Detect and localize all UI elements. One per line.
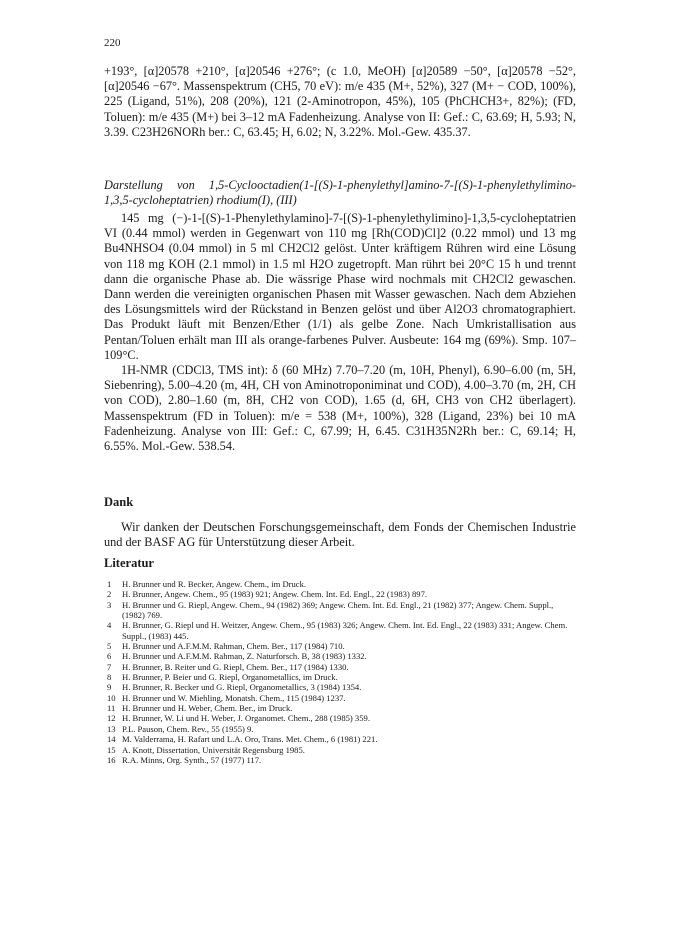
reference-text: H. Brunner und A.F.M.M. Rahman, Z. Naturforsch. B, 38 (1983) 1332.	[122, 651, 367, 662]
reference-number: 1	[107, 579, 112, 589]
reference-item	[107, 682, 574, 692]
reference-text: M. Valderrama, H. Rafart und L.A. Oro, Trans. Met. Chem., 6 (1981) 221.	[122, 734, 378, 745]
reference-item	[107, 600, 574, 621]
reference-number: 2	[107, 589, 112, 600]
reference-item	[107, 589, 574, 599]
reference-text: H. Brunner, G. Riepl und H. Weitzer, Angew. Chem., 95 (1983) 326; Angew. Chem. Int. Ed. Engl., 22 (1983) 331; Angew. Chem. Suppl., (1983) 445.	[122, 620, 568, 641]
reference-text: H. Brunner, B. Reiter und G. Riepl, Chem. Ber., 117 (1984) 1330.	[122, 661, 349, 672]
reference-item	[107, 693, 574, 703]
reference-item	[107, 745, 574, 755]
reference-list	[107, 579, 574, 765]
reference-text: H. Brunner und W. Miehling, Monatsh. Chem., 115 (1984) 1237.	[122, 692, 346, 703]
reference-item	[107, 620, 574, 641]
reference-item	[107, 734, 574, 744]
literatur-heading: Literatur	[104, 556, 154, 570]
reference-text: H. Brunner und G. Riepl, Angew. Chem., 94 (1982) 369; Angew. Chem. Int. Ed. Engl., 21 (1982) 377; Angew. Chem. Suppl., (1982) 769.	[122, 599, 554, 621]
reference-item	[107, 755, 574, 765]
reference-item	[107, 672, 574, 682]
reference-number: 15	[107, 744, 116, 755]
reference-text: R.A. Minns, Org. Synth., 57 (1977) 117.	[122, 754, 262, 765]
reference-number: 5	[107, 641, 112, 652]
section-title: Darstellung von 1,5-Cyclooctadien(1-[(S)-1-phenylethyl]amino-7-[(S)-1-phenylethylimino-1,3,5-cycloheptatrien) rhodium(I), (III)	[104, 178, 576, 208]
intro-paragraph: +193°, [α]20578 +210°, [α]20546 +276°; (c 1.0, MeOH) [α]20589 −50°, [α]20578 −52°, [α]20546 −67°. Massenspektrum (CH5, 70 eV): m/e 435 (M+, 52%), 327 (M+ − COD, 100%), 225 (Ligand, 51%), 208 (20%), 121 (2-Aminotropon, 45%), 105 (PhCHCH3+, 82%); (FD, Toluen): m/e 435 (M+) bei 3–12 mA Fadenheizung. Analyse von II: Gef.: C, 63.69; H, 5.93; N, 3.39. C23H26NORh ber.: C, 63.45; H, 6.02; N, 3.22%. Mol.-Gew. 435.37.	[104, 64, 576, 139]
reference-text: H. Brunner und A.F.M.M. Rahman, Chem. Ber., 117 (1984) 710.	[122, 641, 345, 652]
reference-number: 12	[107, 713, 116, 724]
reference-number: 11	[107, 703, 116, 714]
reference-number: 10	[107, 692, 116, 703]
reference-number: 13	[107, 723, 116, 734]
reference-number: 16	[107, 754, 116, 765]
reference-number: 4	[107, 620, 112, 631]
reference-text: H. Brunner, W. Li und H. Weber, J. Organomet. Chem., 288 (1985) 359.	[122, 713, 370, 724]
reference-number: 7	[107, 661, 112, 672]
reference-number: 3	[107, 599, 112, 610]
reference-item	[107, 703, 574, 713]
reference-item	[107, 641, 574, 651]
reference-number: 6	[107, 651, 112, 662]
reference-text: P.L. Pauson, Chem. Rev., 55 (1955) 9.	[122, 723, 254, 734]
reference-text: H. Brunner, Angew. Chem., 95 (1983) 921; Angew. Chem. Int. Ed. Engl., 22 (1983) 897.	[122, 589, 428, 600]
reference-text: H. Brunner und H. Weber, Chem. Ber., im Druck.	[122, 703, 293, 714]
reference-text: A. Knott, Dissertation, Universität Regensburg 1985.	[122, 744, 305, 755]
reference-item	[107, 724, 574, 734]
reference-text: H. Brunner, P. Beier und G. Riepl, Organometallics, im Druck.	[122, 672, 338, 683]
dank-heading: Dank	[104, 495, 134, 509]
reference-number: 14	[107, 734, 116, 745]
reference-number: 8	[107, 672, 112, 683]
reference-number: 9	[107, 682, 112, 693]
reference-item	[107, 713, 574, 723]
page-number: 220	[104, 37, 121, 49]
reference-text: H. Brunner und R. Becker, Angew. Chem., im Druck.	[122, 579, 307, 589]
reference-item	[107, 662, 574, 672]
preparation-paragraph: 145 mg (−)-1-[(S)-1-Phenylethylamino]-7-[(S)-1-phenylethylimino]-1,3,5-cycloheptatrien VI (0.44 mmol) werden in Gegenwart von 110 mg [Rh(COD)Cl]2 (0.22 mmol) und 13 mg Bu4NHSO4 (0.04 mmol) in 5 ml CH2Cl2 gelöst. Unter kräftigem Rühren wird eine Lösung von 118 mg KOH (2.1 mmol) in 1.5 ml H2O zugetropft. Man rührt bei 20°C 15 h und trennt dann die organische Phase ab. Die wässrige Phase wird nochmals mit CH2Cl2 gewaschen. Dann werden die vereinigten organischen Phasen mit Wasser gewaschen. Nach dem Abziehen des Lösungsmittels wird der Rückstand in Benzen gelöst und über Al2O3 chromatographiert. Das Produkt läuft mit Benzen/Ether (1/1) als gelbe Zone. Nach Umkristallisation aus Pentan/Toluen erhält man III als orange-farbenes Pulver. Ausbeute: 164 mg (69%). Smp. 107–109°C.	[104, 211, 576, 362]
acknowledgement-paragraph: Wir danken der Deutschen Forschungsgemeinschaft, dem Fonds der Chemischen Industrie und der BASF AG für Unterstützung dieser Arbeit.	[104, 520, 576, 550]
reference-text: H. Brunner, R. Becker und G. Riepl, Organometallics, 3 (1984) 1354.	[122, 682, 362, 693]
reference-item	[107, 651, 574, 661]
reference-item	[107, 579, 574, 589]
nmr-paragraph: 1H-NMR (CDCl3, TMS int): δ (60 MHz) 7.70–7.20 (m, 10H, Phenyl), 6.90–6.00 (m, 5H, Siebenring), 5.00–4.20 (m, 4H, CH von Aminotroponiminat und COD), 4.00–3.70 (m, 2H, CH von COD), 2.80–1.60 (m, 8H, CH2 von COD), 1.65 (d, 6H, CH3 von CH2 überlagert). Massenspektrum (FD in Toluen): m/e = 538 (M+, 100%), 328 (Ligand, 23%) bei 10 mA Fadenheizung. Analyse von III: Gef.: C, 67.99; H, 6.45. C31H35N2Rh ber.: C, 69.14; H, 6.55%. Mol.-Gew. 538.54.	[104, 363, 576, 454]
